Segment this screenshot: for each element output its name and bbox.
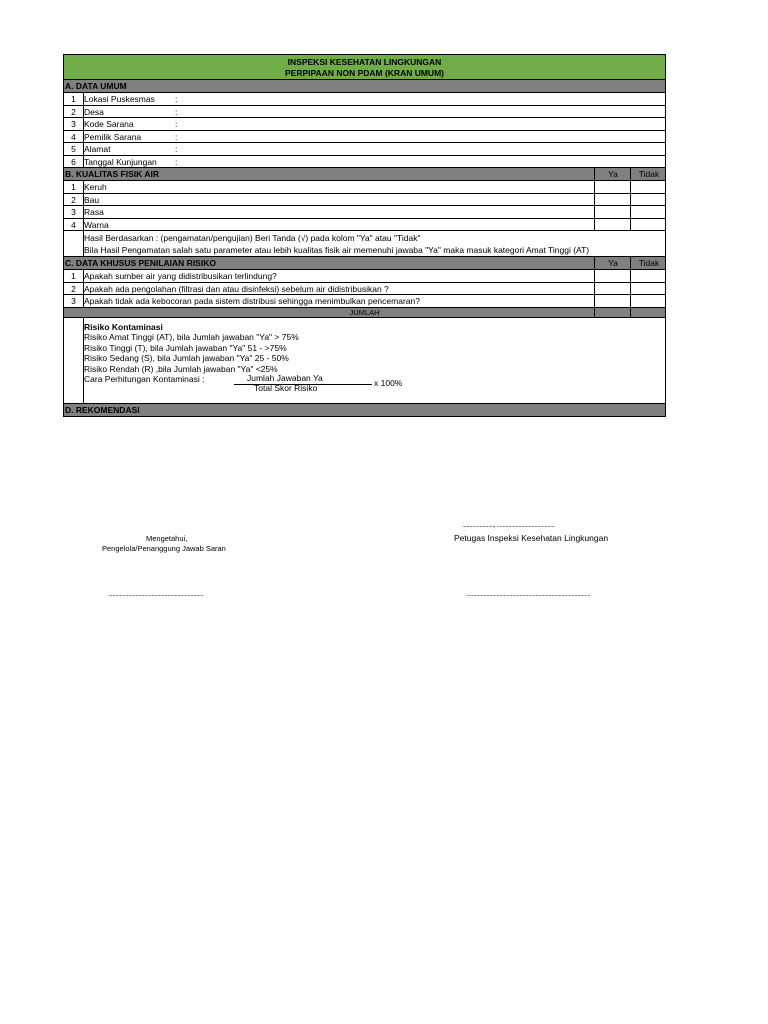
row-number: 3 xyxy=(64,118,84,130)
check-row xyxy=(63,219,666,232)
section-c-header xyxy=(63,257,666,270)
row-number: 5 xyxy=(64,143,84,155)
note-line-1: Hasil Berdasarkan : (pengamatan/pengujian) Beri Tanda (√) pada kolom "Ya" atau "Tidak" xyxy=(84,233,421,243)
check-row xyxy=(63,270,666,283)
row-number: 3 xyxy=(64,295,84,307)
data-row xyxy=(63,131,666,144)
row-label: Apakah tidak ada kebocoran pada sistem distribusi sehingga menimbulkan pencemaran? xyxy=(84,296,420,306)
row-label: Keruh xyxy=(84,182,107,192)
row-label: Alamat xyxy=(84,144,111,154)
tidak-cell[interactable] xyxy=(630,206,631,218)
row-number: 1 xyxy=(64,93,84,105)
note-line-2: Bila Hasil Pengamatan salah satu parameter atau lebih kualitas fisik air memenuhi jawaba "Ya" maka masuk kategori Amat Tinggi (AT) xyxy=(84,245,590,255)
row-number: 6 xyxy=(64,156,84,168)
row-number: 3 xyxy=(64,206,84,218)
tidak-cell[interactable] xyxy=(630,219,631,231)
row-colon: : xyxy=(175,94,178,104)
section-c-label: C. DATA KHUSUS PENILAIAN RISIKO xyxy=(65,258,216,268)
risk-line: Risiko Amat Tinggi (AT), bila Jumlah jawaban "Ya" > 75% xyxy=(84,332,299,342)
row-label: Lokasi Puskesmas xyxy=(84,94,155,104)
jumlah-row xyxy=(63,308,666,318)
title-line-2: PERPIPAAN NON PDAM (KRAN UMUM) xyxy=(285,68,444,78)
risk-line: Risiko Sedang (S), bila Jumlah jawaban "Ya" 25 - 50% xyxy=(84,353,289,363)
section-b-note xyxy=(63,231,666,257)
tidak-cell[interactable] xyxy=(630,194,631,206)
title-line-1: INSPEKSI KESEHATAN LINGKUNGAN xyxy=(287,57,442,67)
row-colon: : xyxy=(175,106,178,117)
check-row xyxy=(63,283,666,296)
sig-right-dots: ...................................................................................... xyxy=(466,591,591,598)
sig-left-dots: .................................................................. xyxy=(108,591,204,598)
ya-cell[interactable] xyxy=(594,219,595,231)
fraction-numerator: Jumlah Jawaban Ya xyxy=(247,372,323,383)
tidak-cell[interactable] xyxy=(630,270,631,282)
row-label: Bau xyxy=(84,194,100,205)
risk-info-block xyxy=(63,318,666,404)
data-row xyxy=(63,106,666,119)
fraction-multiplier: x 100% xyxy=(374,377,403,388)
row-label: Tanggal Kunjungan xyxy=(84,156,157,167)
section-b-label: B. KUALITAS FISIK AIR xyxy=(65,169,159,179)
ya-cell[interactable] xyxy=(594,194,595,206)
row-number-blank xyxy=(64,231,84,256)
data-row xyxy=(63,156,666,169)
row-label: Desa xyxy=(84,106,104,117)
row-label: Warna xyxy=(84,219,109,230)
row-number-blank xyxy=(64,318,84,403)
row-number: 4 xyxy=(64,219,84,231)
section-d-header xyxy=(63,404,666,417)
data-row xyxy=(63,93,666,106)
risk-line: Risiko Rendah (R) ,bila Jumlah jawaban "Ya" <25% xyxy=(84,363,278,374)
jumlah-ya-cell xyxy=(594,308,595,317)
sig-right-title: Petugas Inspeksi Kesehatan Lingkungan xyxy=(454,533,609,543)
jumlah-label: JUMLAH xyxy=(349,307,380,317)
check-row xyxy=(63,295,666,308)
tidak-cell[interactable] xyxy=(630,295,631,307)
row-label: Kode Sarana xyxy=(84,119,134,129)
risk-line: Risiko Tinggi (T), bila Jumlah jawaban "Ya" 51 - >75% xyxy=(84,342,287,353)
tidak-column-header: Tidak xyxy=(630,257,667,269)
fraction-denominator: Total Skor Risiko xyxy=(254,382,318,393)
ya-column-header: Ya xyxy=(594,257,631,269)
check-row xyxy=(63,206,666,219)
ya-cell[interactable] xyxy=(594,283,595,295)
jumlah-tidak-cell xyxy=(630,308,631,317)
section-b-header xyxy=(63,168,666,181)
row-colon: : xyxy=(175,156,178,167)
section-a-header xyxy=(63,80,666,93)
row-number: 2 xyxy=(64,194,84,206)
ya-cell[interactable] xyxy=(594,181,595,193)
data-row xyxy=(63,118,666,131)
tidak-cell[interactable] xyxy=(630,181,631,193)
calc-label: Cara Perhitungan Kontaminasi : xyxy=(84,374,205,384)
sig-left-line-1: Mengetahui, xyxy=(146,534,188,543)
row-number: 4 xyxy=(64,131,84,143)
row-number: 1 xyxy=(64,270,84,282)
check-row xyxy=(63,181,666,194)
section-a-label: A. DATA UMUM xyxy=(65,81,127,91)
form-title xyxy=(63,54,666,80)
row-label: Apakah ada pengolahan (filtrasi dan atau disinfeksi) sebelum air didistribusikan ? xyxy=(84,283,389,294)
sig-right-date: ......................, ........................................ xyxy=(462,522,555,529)
ya-cell[interactable] xyxy=(594,270,595,282)
row-colon: : xyxy=(175,144,178,154)
row-label: Apakah sumber air yang didistribusikan terlindung? xyxy=(84,271,277,281)
row-number: 1 xyxy=(64,181,84,193)
row-colon: : xyxy=(175,119,178,129)
row-label: Rasa xyxy=(84,207,104,217)
data-row xyxy=(63,143,666,156)
check-row xyxy=(63,194,666,207)
ya-column-header: Ya xyxy=(594,168,631,180)
ya-cell[interactable] xyxy=(594,295,595,307)
tidak-cell[interactable] xyxy=(630,283,631,295)
row-number: 2 xyxy=(64,283,84,295)
sig-left-line-2: Pengelola/Penanggung Jawab Saran xyxy=(102,544,226,553)
row-number: 2 xyxy=(64,106,84,118)
row-label: Pemilik Sarana xyxy=(84,131,142,142)
section-d-label: D. REKOMENDASI xyxy=(65,404,140,415)
tidak-column-header: Tidak xyxy=(630,168,667,180)
inspection-form xyxy=(63,54,666,417)
risk-heading: Risiko Kontaminasi xyxy=(84,321,163,332)
row-colon: : xyxy=(175,131,178,142)
ya-cell[interactable] xyxy=(594,206,595,218)
